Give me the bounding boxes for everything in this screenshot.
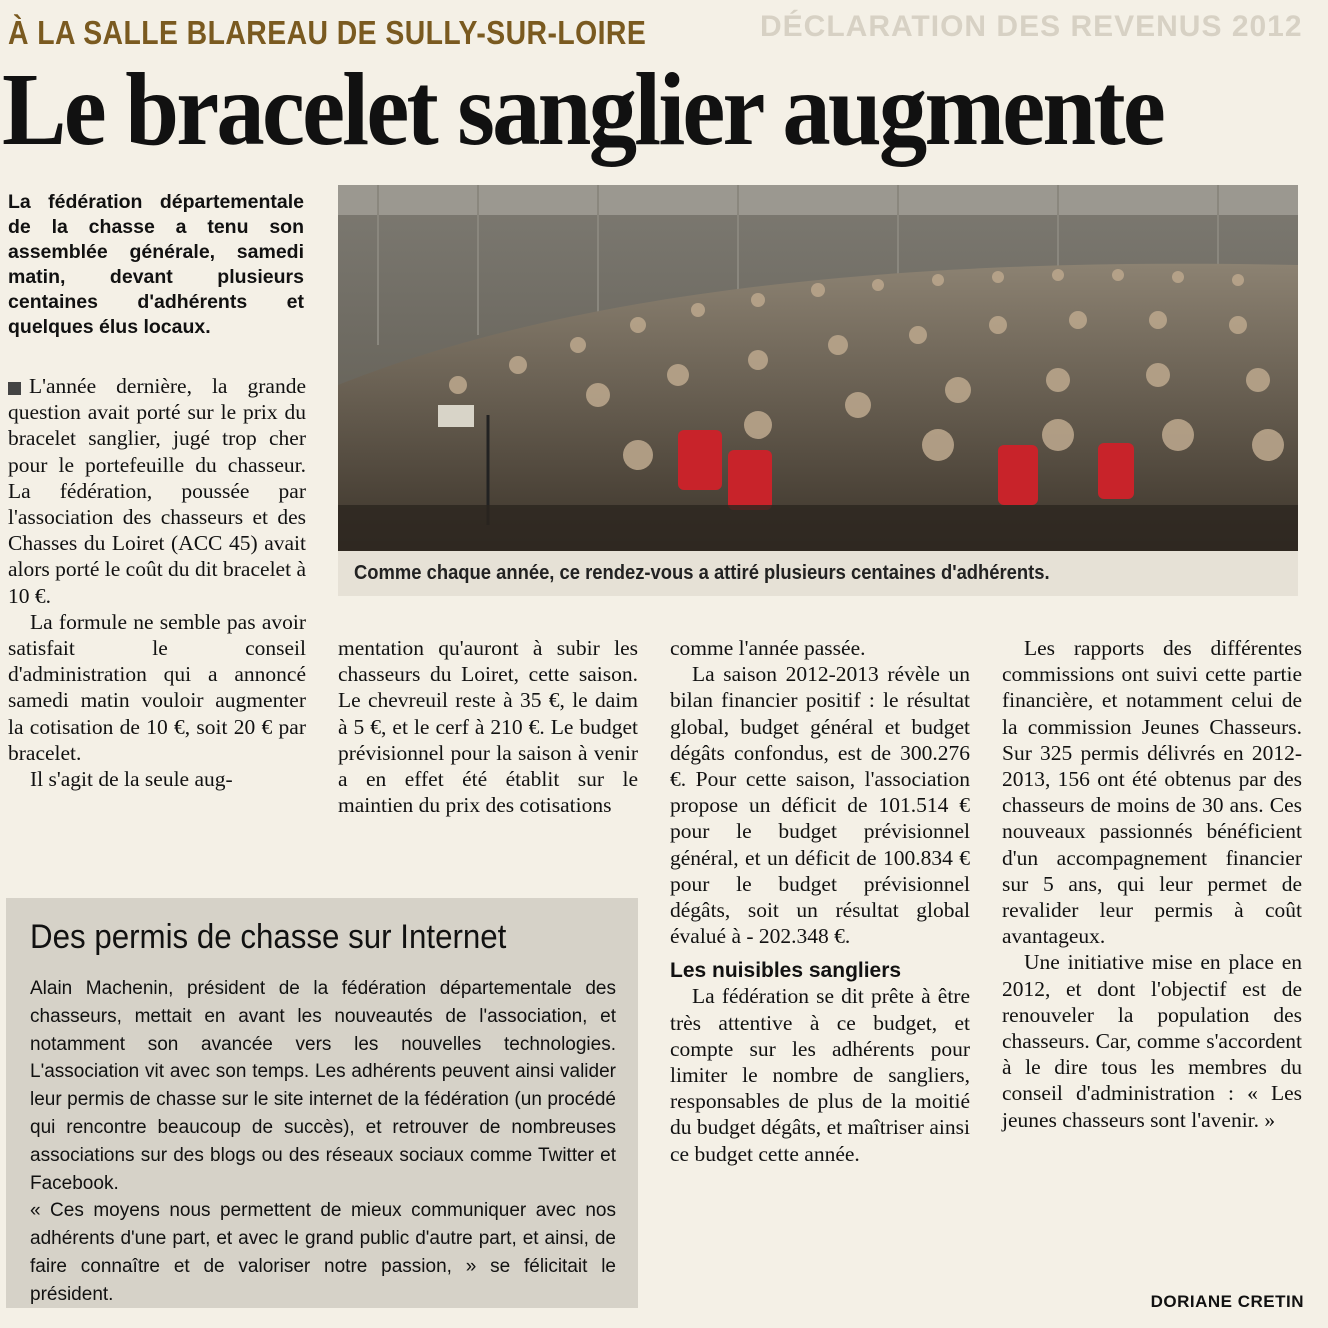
byline: DORIANE CRETIN [1150, 1292, 1304, 1311]
sidebar-box-text [30, 975, 616, 1309]
column-3 [670, 635, 970, 1167]
col4-paragraph-2: Une initiative mise en place en 2012, et dont l'objectif est de renouveler la population des chasseurs. Car, comme s'accordent à le dire tous les membres du conseil d'administration : « Les jeunes chasseurs sont l'avenir. » [1002, 950, 1302, 1132]
column-2 [338, 635, 638, 818]
col1-paragraph-3: Il s'agit de la seule aug- [30, 767, 233, 792]
sidebar-box-title: Des permis de chasse sur Internet [30, 918, 507, 956]
audience-photo-image [338, 185, 1298, 551]
sidebar-paragraph-1: Alain Machenin, président de la fédération départementale des chasseurs, mettait en avant les nouveautés de l'association, et notamment son avancée vers les nouvelles technologies. L'association vit avec son temps. Les adhérents peuvent ainsi valider leur permis de chasse sur le site internet de la fédération (un procédé qui rencontre beaucoup de succès), et retrouver de nombreuses associations sur des blogs ou des réseaux sociaux comme Twitter et Facebook. [30, 978, 616, 1194]
col4-paragraph-1: Les rapports des différentes commissions ont suivi cette partie financière, et notamment celui de la commission Jeunes Chasseurs. Sur 325 permis délivrés en 2012-2013, 156 ont été obtenus par des chasseurs de moins de 30 ans. Ces nouveaux passionnés bénéficient d'un accompagnement financier sur 5 ans, qui leur permet de revalider leur permis à coût avantageux. [1002, 636, 1302, 949]
section-subhead: Les nuisibles sangliers [670, 959, 902, 983]
col3-paragraph-2: La saison 2012-2013 révèle un bilan financier positif : le résultat global, budget général et budget dégâts confondus, est de 300.276 €. Pour cette saison, l'association propose un déficit de 101.514 € pour le budget prévisionnel général, et un déficit de 100.834 € pour le budget prévisionnel dégâts, soit un résultat global évalué à - 202.348 €. [670, 662, 970, 949]
col3-paragraph-1: comme l'année passée. [670, 636, 866, 660]
adjacent-kicker: DÉCLARATION DES REVENUS 2012 [760, 10, 1303, 43]
article-lead: La fédération départementale de la chasse a tenu son assemblée générale, samedi matin, devant plusieurs centaines d'adhérents et quelques élus locaux. [8, 191, 304, 338]
article-headline: Le bracelet sanglier augmente [2, 52, 1163, 167]
col1-paragraph-2: La formule ne semble pas avoir satisfait le conseil d'administration qui a annoncé samedi matin vouloir augmenter la cotisation de 10 €, soit 20 € par bracelet. [8, 609, 306, 765]
column-1 [8, 373, 306, 792]
sidebar-paragraph-2: « Ces moyens nous permettent de mieux communiquer avec nos adhérents d'une part, et avec le grand public d'autre part, et ainsi, de faire connaître et de valoriser notre passion, » se félicitait le président. [30, 1200, 616, 1305]
audience-photo [338, 185, 1298, 551]
col1-paragraph-1: L'année dernière, la grande question avait porté sur le prix du bracelet sanglier, jugé trop cher pour le portefeuille du chasseur. La fédération, poussée par l'association des chasseurs et des Chasses du Loiret (ACC 45) avait alors porté le coût du dit bracelet à 10 €. [8, 374, 306, 608]
paragraph-marker-icon [8, 382, 21, 395]
col3-paragraph-3: La fédération se dit prête à être très attentive à ce budget, et compte sur les adhérents pour limiter le nombre de sangliers, responsables de plus de la moitié du budget dégâts, et maîtriser ainsi ce budget cette année. [670, 984, 970, 1166]
col2-paragraph-1: mentation qu'auront à subir les chasseurs du Loiret, cette saison. Le chevreuil reste à 35 €, le daim à 5 €, et le cerf à 210 €. Le budget prévisionnel pour la saison à venir a en effet été établit sur le maintien du prix des cotisations [338, 636, 638, 818]
article-kicker: À LA SALLE BLAREAU DE SULLY-SUR-LOIRE [8, 14, 647, 51]
column-4 [1002, 635, 1302, 1133]
photo-caption: Comme chaque année, ce rendez-vous a attiré plusieurs centaines d'adhérents. [354, 562, 1050, 584]
